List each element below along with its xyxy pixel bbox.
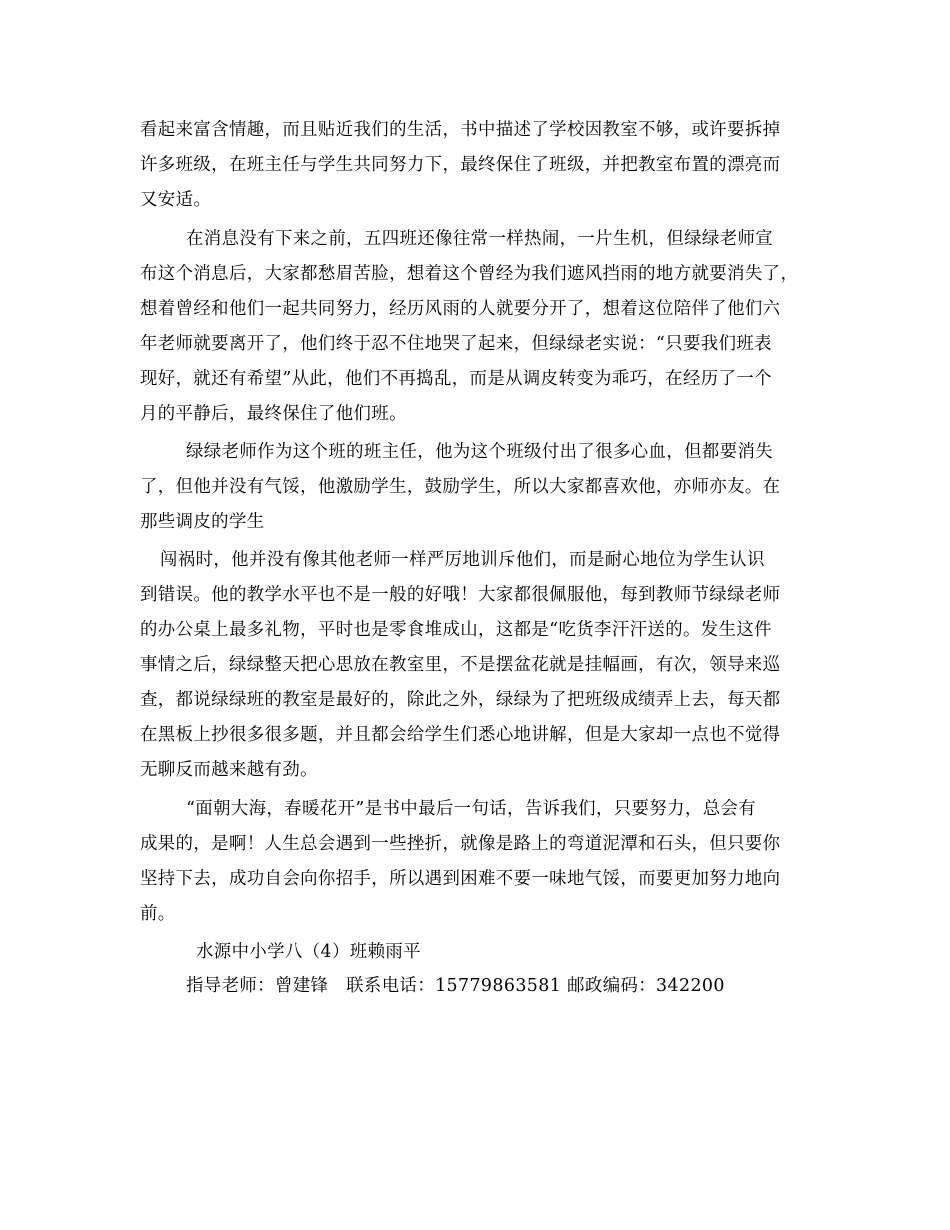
paragraph-line: 想着曾经和他们一起共同努力，经历风雨的人就要分开了，想着这位陪伴了他们六 [140,299,781,319]
paragraph-line: 在消息没有下来之前，五四班还像往常一样热闹，一片生机，但绿绿老师宣 [186,229,774,249]
paragraph-line: “面朝大海，春暖花开”是书中最后一句话，告诉我们，只要努力，总会有 [186,799,757,819]
paragraph-line: 查，都说绿绿班的教室是最好的，除此之外，绿绿为了把班级成绩弄上去，每天都 [140,690,781,710]
paragraph-line: 事情之后，绿绿整天把心思放在教室里，不是摆盆花就是挂幅画，有次，领导来巡 [140,655,781,675]
author-signature: 水源中小学八（4）班赖雨平 [196,942,421,962]
paragraph-line: 前。 [140,904,176,924]
paragraph-line: 闯祸时，他并没有像其他老师一样严厉地训斥他们，而是耐心地位为学生认识 [160,550,765,570]
paragraph-line: 布这个消息后，大家都愁眉苦脸，想着这个曾经为我们遮风挡雨的地方就要消失了， [140,264,799,284]
paragraph-line: 现好，就还有希望”从此，他们不再捣乱，而是从调皮转变为乖巧，在经历了一个 [140,369,772,389]
paragraph-line: 年老师就要离开了，他们终于忍不住地哭了起来，但绿绿老实说：“只要我们班表 [140,334,772,354]
paragraph-line: 又安适。 [140,190,212,210]
paragraph-line: 绿绿老师作为这个班的班主任，他为这个班级付出了很多心血，但都要消失 [186,442,774,462]
paragraph-line: 坚持下去，成功自会向你招手，所以遇到困难不要一味地气馁，而要更加努力地向 [140,869,781,889]
paragraph-line: 无聊反而越来越有劲。 [140,760,318,780]
paragraph-line: 月的平静后，最终保住了他们班。 [140,404,407,424]
paragraph-line: 许多班级，在班主任与学生共同努力下，最终保住了班级，并把教室布置的漂亮而 [140,155,781,175]
contact-info: 指导老师：曾建锋 联系电话：15779863581 邮政编码：342200 [186,976,725,996]
paragraph-line: 那些调皮的学生 [140,512,265,532]
paragraph-line: 看起来富含情趣，而且贴近我们的生活，书中描述了学校因教室不够，或许要拆掉 [140,120,781,140]
paragraph-line: 成果的，是啊！人生总会遇到一些挫折，就像是路上的弯道泥潭和石头，但只要你 [140,834,781,854]
paragraph-line: 到错误。他的教学水平也不是一般的好哦！大家都很佩服他，每到教师节绿绿老师 [140,585,781,605]
paragraph-line: 在黑板上抄很多很多题，并且都会给学生们悉心地讲解，但是大家却一点也不觉得 [140,725,781,745]
paragraph-line: 的办公桌上最多礼物，平时也是零食堆成山，这都是“吃货李汗汗送的。发生这件 [140,620,772,640]
paragraph-line: 了，但他并没有气馁，他激励学生，鼓励学生，所以大家都喜欢他，亦师亦友。在 [140,477,781,497]
